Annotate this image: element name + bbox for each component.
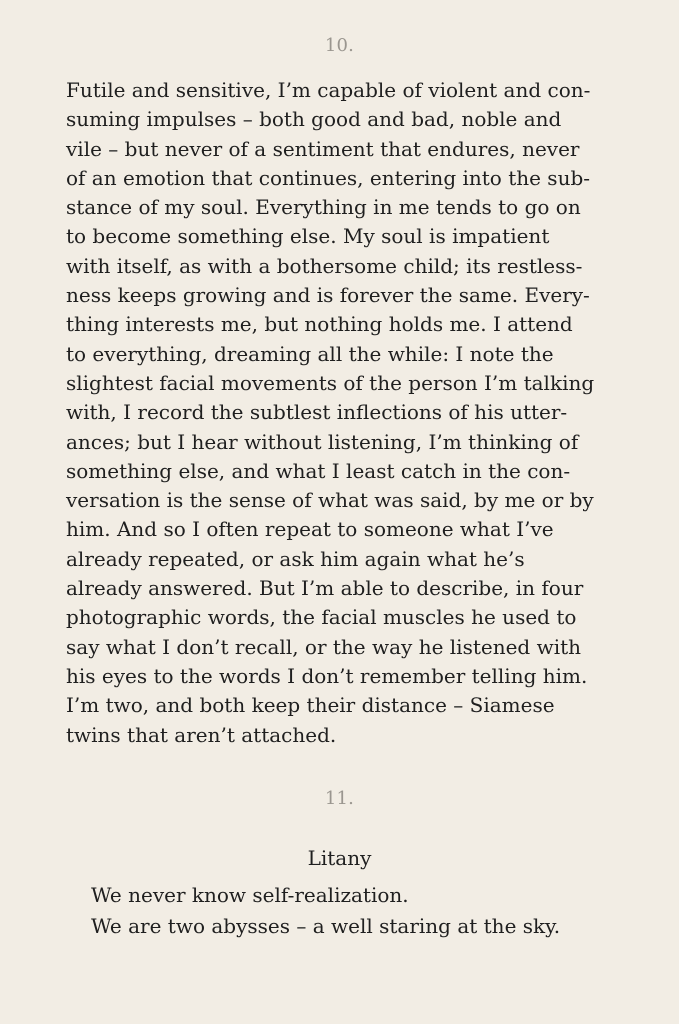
text-line: stance of my soul. Everything in me tends to go on (66, 195, 581, 220)
text-line: already repeated, or ask him again what he’s (66, 546, 525, 571)
section-number-10: 10. (324, 35, 355, 56)
poem-title: Litany (307, 846, 372, 870)
text-line: to become something else. My soul is impatient (66, 224, 550, 249)
text-line: ness keeps growing and is forever the same. Every- (66, 283, 590, 308)
text-line: ances; but I hear without listening, I’m thinking of (66, 429, 579, 454)
text-line: already answered. But I’m able to describe, in four (66, 576, 584, 601)
entry-10-paragraph (66, 76, 626, 750)
section-number-11: 11. (324, 788, 355, 809)
text-line: thing interests me, but nothing holds me. I attend (66, 312, 573, 337)
text-line: say what I don’t recall, or the way he listened with (66, 634, 582, 659)
text-line: with, I record the subtlest inflections of his utter- (66, 400, 568, 425)
text-line: with itself, as with a bothersome child; its restless- (66, 253, 583, 278)
poem-stanza (91, 880, 611, 942)
text-line: his eyes to the words I don’t remember telling him. (66, 663, 588, 688)
text-line: suming impulses – both good and bad, noble and (66, 107, 562, 132)
text-line: photographic words, the facial muscles he used to (66, 605, 577, 630)
text-line: versation is the sense of what was said, by me or by (66, 488, 594, 513)
text-line: I’m two, and both keep their distance – Siamese (66, 693, 555, 718)
text-line: to everything, dreaming all the while: I note the (66, 341, 554, 366)
text-line: Futile and sensitive, I’m capable of violent and con- (66, 78, 591, 102)
text-line: something else, and what I least catch in the con- (66, 458, 571, 483)
text-line: of an emotion that continues, entering into the sub- (66, 165, 591, 190)
text-line: vile – but never of a sentiment that endures, never (66, 136, 580, 161)
text-line: slightest facial movements of the person I’m talking (66, 370, 595, 395)
poem-line: We never know self-realization. (91, 883, 409, 907)
text-line: twins that aren’t attached. (66, 722, 337, 747)
poem-line: We are two abysses – a well staring at the sky. (91, 914, 561, 938)
text-line: him. And so I often repeat to someone what I’ve (66, 517, 554, 542)
